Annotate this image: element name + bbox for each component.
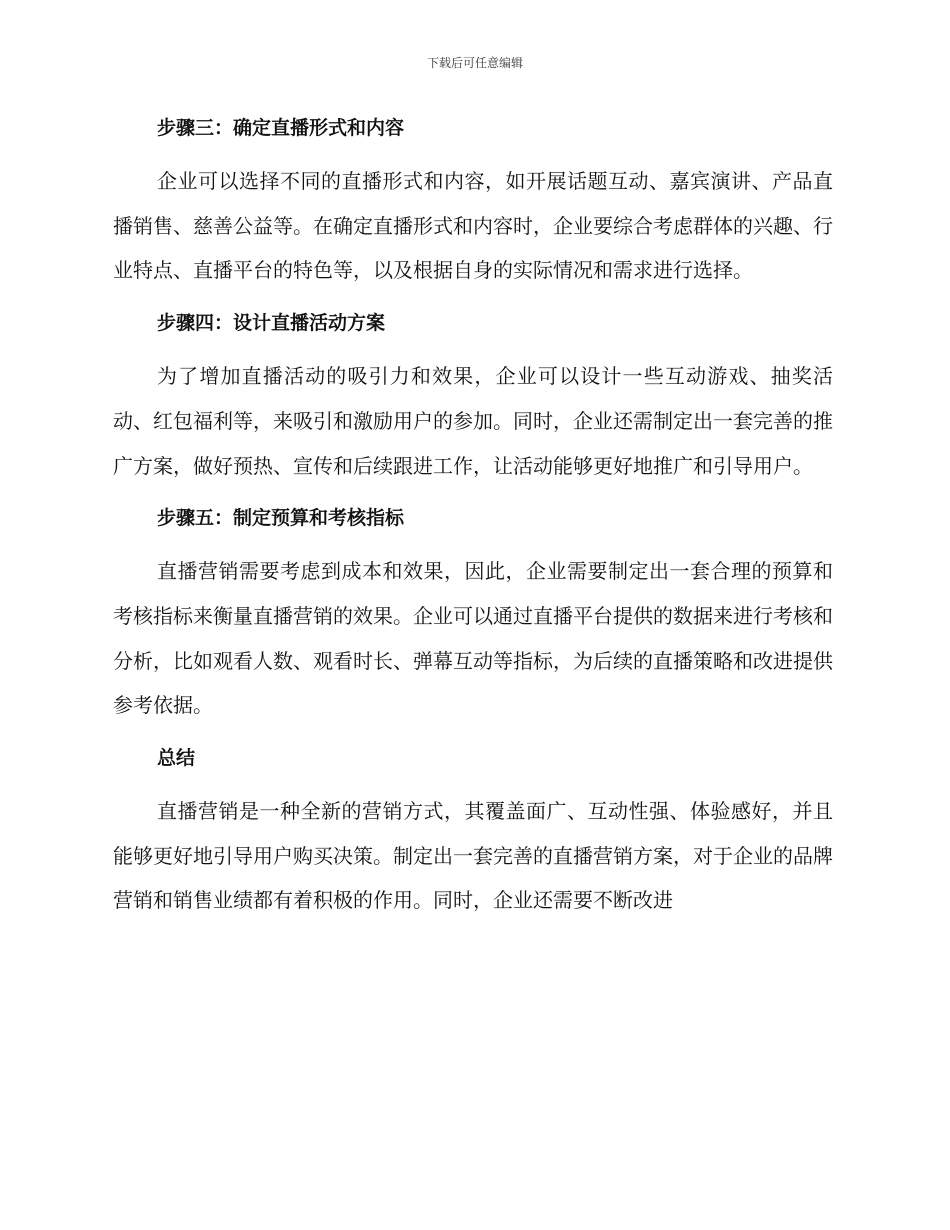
section-step-5 [113, 500, 833, 740]
section-heading: 总结 [157, 747, 196, 770]
section-heading: 步骤三：确定直播形式和内容 [157, 117, 405, 139]
section-summary [113, 740, 833, 923]
section-heading: 步骤四：设计直播活动方案 [157, 312, 386, 335]
section-heading: 步骤五：制定预算和考核指标 [157, 507, 405, 530]
section-paragraph: 直播营销是一种全新的营销方式，其覆盖面广、互动性强、体验感好，并且能够更好地引导用户购买决策。制定出一套完善的直播营销方案，对于企业的品牌营销和销售业绩都有着积极的作用。同时，企业还需要不断改进 [113, 799, 833, 913]
section-paragraph: 企业可以选择不同的直播形式和内容，如开展话题互动、嘉宾演讲、产品直播销售、慈善公益等。在确定直播形式和内容时，企业要综合考虑群体的兴趣、行业特点、直播平台的特色等，以及根据自身的实际情况和需求进行选择。 [113, 169, 833, 283]
section-step-3 [113, 110, 833, 305]
section-paragraph: 直播营销需要考虑到成本和效果，因此，企业需要制定出一套合理的预算和考核指标来衡量直播营销的效果。企业可以通过直播平台提供的数据来进行考核和分析，比如观看人数、观看时长、弹幕互动等指标，为后续的直播策略和改进提供参考依据。 [113, 559, 833, 718]
page-header: 下载后可任意编辑 [426, 56, 523, 70]
section-paragraph: 为了增加直播活动的吸引力和效果，企业可以设计一些互动游戏、抽奖活动、红包福利等，来吸引和激励用户的参加。同时，企业还需制定出一套完善的推广方案，做好预热、宣传和后续跟进工作，让活动能够更好地推广和引导用户。 [113, 364, 833, 478]
document-body [113, 110, 833, 923]
section-step-4 [113, 305, 833, 500]
